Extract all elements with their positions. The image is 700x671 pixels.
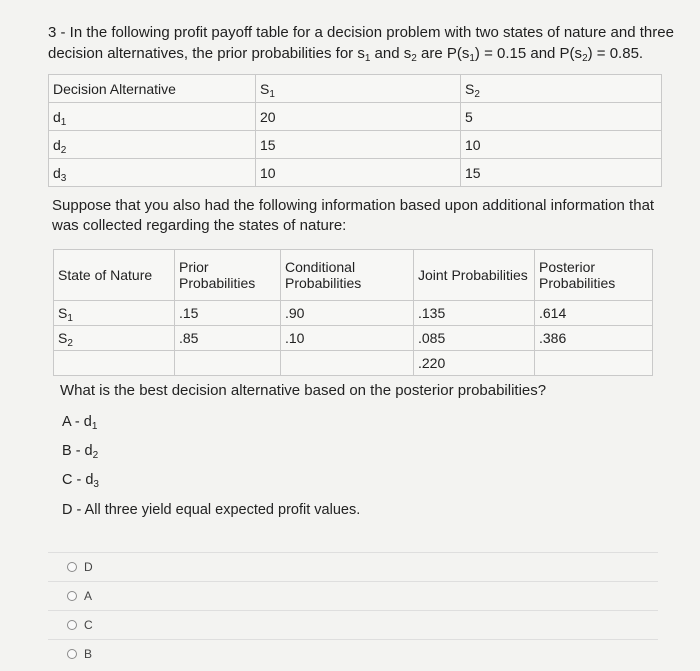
choice-d: D - All three yield equal expected profit values.	[62, 502, 361, 518]
option-a[interactable]	[48, 581, 658, 610]
question-text: 3 - In the following profit payoff table for a decision problem with two states of nature and three decision alternatives, the prior probabilities for $s_1$ and $s_2$ are $P(s_1) = 0.15$ and $P(s_2) = 0.85$.	[48, 24, 674, 64]
table-row	[54, 326, 653, 351]
header-decision-alternative: Decision Alternative	[49, 75, 256, 103]
header-posterior: Posterior Probabilities	[535, 250, 653, 301]
cell-cond: .10	[281, 326, 414, 351]
cell-joint: .220	[414, 351, 535, 376]
option-d[interactable]	[48, 552, 658, 581]
header-s1: $S_1$	[256, 75, 461, 103]
radio-button[interactable]	[67, 591, 77, 601]
prompt-text: What is the best decision alternative based on the posterior probabilities?	[60, 382, 547, 399]
header-prior: Prior Probabilities	[175, 250, 281, 301]
cell-alt: $d_1$	[49, 103, 256, 131]
choice-c: C - $d_3$	[62, 472, 99, 490]
cell-alt: $d_3$	[49, 159, 256, 187]
radio-button[interactable]	[67, 620, 77, 630]
header-s2: $S_2$	[461, 75, 662, 103]
cell-cond	[281, 351, 414, 376]
header-conditional: Conditional Probabilities	[281, 250, 414, 301]
header-state-of-nature: State of Nature	[54, 250, 175, 301]
header-joint: Joint Probabilities	[414, 250, 535, 301]
option-label: A	[84, 589, 93, 603]
cell-s1: 15	[256, 131, 461, 159]
table-row	[49, 131, 662, 159]
cell-s2: 15	[461, 159, 662, 187]
cell-state: $S_1$	[54, 301, 175, 326]
choice-a: A - $d_1$	[62, 414, 98, 432]
cell-joint: .085	[414, 326, 535, 351]
table-row	[54, 351, 653, 376]
cell-s1: 10	[256, 159, 461, 187]
cell-post	[535, 351, 653, 376]
cell-state	[54, 351, 175, 376]
cell-s1: 20	[256, 103, 461, 131]
info-text: Suppose that you also had the following information based upon additional information that was collected regarding the states of nature:	[52, 197, 655, 234]
cell-state: $S_2$	[54, 326, 175, 351]
payoff-table	[48, 74, 662, 187]
radio-button[interactable]	[67, 562, 77, 572]
option-b[interactable]	[48, 639, 658, 668]
table-row	[49, 103, 662, 131]
prob-header-row	[54, 250, 653, 301]
table-row	[49, 159, 662, 187]
cell-s2: 5	[461, 103, 662, 131]
table-row	[54, 301, 653, 326]
cell-post: .614	[535, 301, 653, 326]
radio-button[interactable]	[67, 649, 77, 659]
cell-post: .386	[535, 326, 653, 351]
option-label: B	[84, 647, 93, 661]
cell-prior	[175, 351, 281, 376]
cell-cond: .90	[281, 301, 414, 326]
choice-b: B - $d_2$	[62, 443, 99, 461]
option-label: C	[84, 618, 93, 632]
cell-prior: .15	[175, 301, 281, 326]
cell-prior: .85	[175, 326, 281, 351]
option-c[interactable]	[48, 610, 658, 639]
payoff-header-row	[49, 75, 662, 103]
probability-table	[53, 249, 653, 376]
cell-joint: .135	[414, 301, 535, 326]
cell-s2: 10	[461, 131, 662, 159]
cell-alt: $d_2$	[49, 131, 256, 159]
option-label: D	[84, 560, 93, 574]
